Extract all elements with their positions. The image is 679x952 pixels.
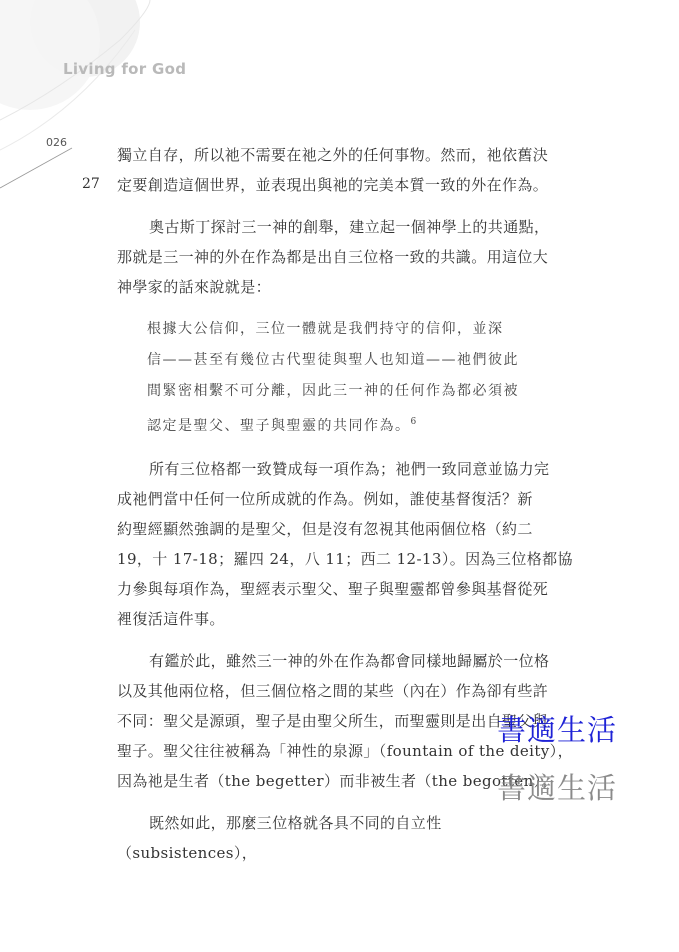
text-line: 奧古斯丁探討三一神的創舉，建立起一個神學上的共通點， [149, 218, 550, 236]
text-line: 19，十 17-18；羅四 24，八 11；西二 12-13）。因為三位格都協 [117, 550, 573, 568]
line-marker: 27 [82, 176, 100, 192]
text-line: 定要創造這個世界，並表現出與祂的完美本質一致的外在作為。 [117, 176, 549, 194]
book-title: Living for God [63, 60, 187, 78]
text-line: 聖子。聖父往往被稱為「神性的泉源」（fountain of the deity）， [117, 742, 573, 760]
text-line: 獨立自存，所以祂不需要在祂之外的任何事物。然而，祂依舊決 [117, 146, 549, 164]
text-line: 有鑑於此，雖然三一神的外在作為都會同樣地歸屬於一位格 [149, 652, 550, 670]
paragraph [117, 454, 579, 634]
text-line: 成祂們當中任何一位所成就的作為。例如，誰使基督復活？新 [117, 490, 533, 508]
footnote-marker: 6 [410, 417, 418, 427]
text-line: 力參與每項作為，聖經表示聖父、聖子與聖靈都曾參與基督從死 [117, 580, 549, 598]
page-number: 026 [46, 136, 67, 149]
text-line: 既然如此，那麼三位格就各具不同的自立性（subsistences）， [117, 814, 442, 862]
quote-line: 根據大公信仰，三位一體就是我們持守的信仰，並深 [147, 321, 504, 337]
body-text [117, 140, 579, 868]
quote-line: 認定是聖父、聖子與聖靈的共同作為。 [147, 418, 411, 434]
text-line: 以及其他兩位格，但三個位格之間的某些（內在）作為卻有些許 [117, 682, 549, 700]
text-line: 神學家的話來說就是： [117, 278, 272, 296]
paragraph [117, 140, 579, 200]
text-line: 約聖經顯然強調的是聖父，但是沒有忽視其他兩個位格（約二 [117, 520, 533, 538]
text-line: 不同：聖父是源頭，聖子是由聖父所生，而聖靈則是出自聖父與 [117, 712, 549, 730]
watermark-secondary: 書適生活 [497, 771, 618, 805]
quote-line: 間緊密相繫不可分離，因此三一神的任何作為都必須被 [147, 383, 519, 399]
watermark-primary: 書適生活 [497, 713, 618, 747]
quote-line: 信——甚至有幾位古代聖徒與聖人也知道——祂們彼此 [147, 352, 519, 368]
text-line: 因為祂是生者（the begetter）而非被生者（the begotten）。 [117, 772, 557, 790]
text-line: 那就是三一神的外在作為都是出自三位格一致的共識。用這位大 [117, 248, 549, 266]
paragraph [117, 808, 579, 868]
paragraph [117, 212, 579, 302]
text-line: 所有三位格都一致贊成每一項作為；祂們一致同意並協力完 [149, 460, 550, 478]
block-quote [117, 314, 557, 442]
text-line: 裡復活這件事。 [117, 610, 225, 628]
page-marker-line [0, 148, 72, 188]
